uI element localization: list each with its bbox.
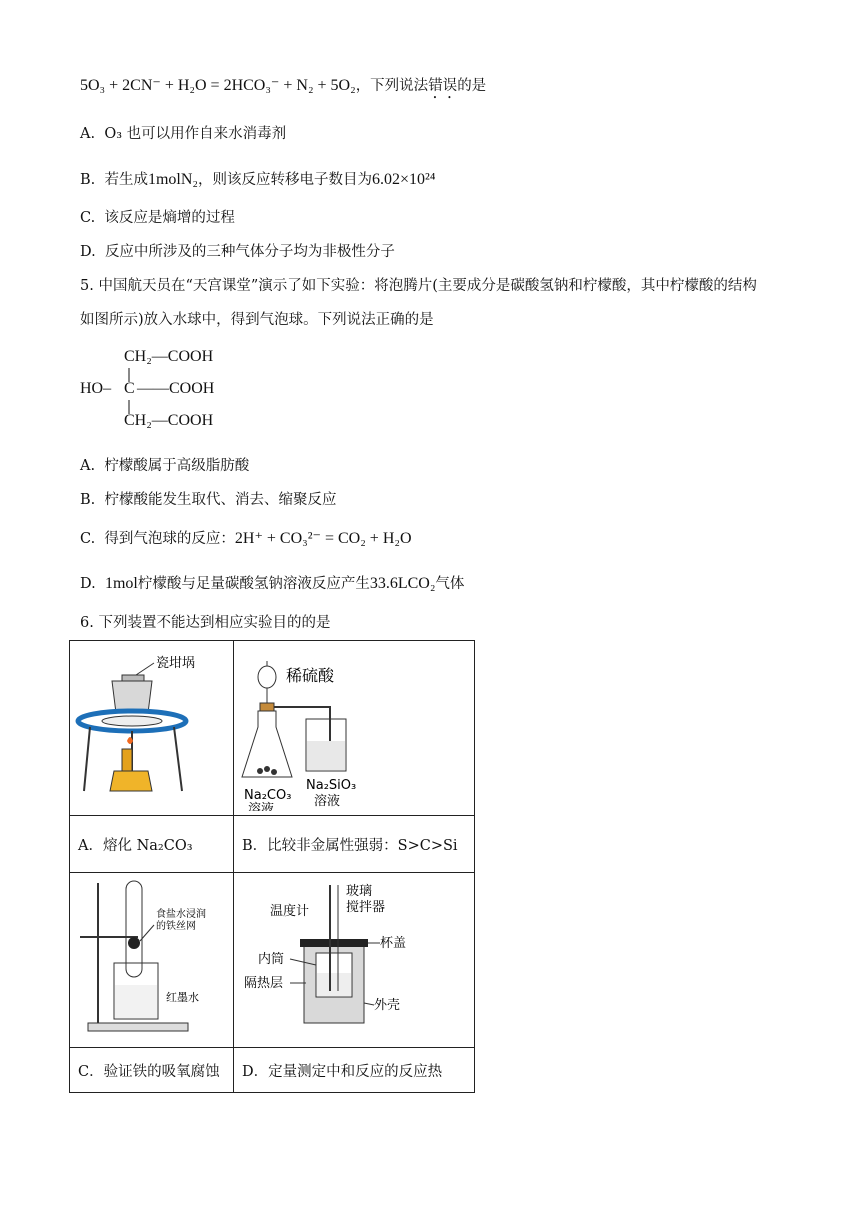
question-stem: 中国航天员在“天宫课堂”演示了如下实验：将泡腾片(主要成分是碳酸氢钠和柠檬酸，其中柠檬酸的结构 xyxy=(98,278,757,294)
experiment-table xyxy=(69,640,475,1093)
structure-middle-left: HO– xyxy=(80,380,112,397)
option-amount: 1mol xyxy=(104,575,138,592)
option-formula: 1molN₂ xyxy=(147,171,199,188)
option-text: ，则该反应转移电子数目为 xyxy=(198,172,373,188)
crucible-heating-diagram xyxy=(70,641,233,811)
question-number: 5. xyxy=(80,278,94,294)
question-stem: 如图所示)放入水球中，得到气泡球。下列说法正确的是 xyxy=(80,312,434,328)
option-text: 柠檬酸与足量碳酸氢钠溶液反应产生 xyxy=(137,576,370,592)
cell-c-image xyxy=(70,873,234,1048)
insulation-label: 隔热层 xyxy=(244,976,284,991)
q5-stem-line2 xyxy=(80,310,434,330)
crucible-label: 瓷坩埚 xyxy=(156,656,196,671)
option-text: 反应中所涉及的三种气体分子均为非极性分子 xyxy=(104,244,395,260)
shell-label: 外壳 xyxy=(374,998,401,1013)
mesh-label-2: 的铁丝网 xyxy=(156,921,196,932)
q4-stem-emph: 错误 xyxy=(428,78,458,94)
structure-bonds xyxy=(124,364,144,434)
option-text: 柠檬酸属于高级脂肪酸 xyxy=(104,458,250,474)
caption-d: D．定量测定中和反应的反应热 xyxy=(242,1063,443,1080)
stirrer-label-1: 玻璃 xyxy=(346,884,373,899)
option-text: O₃ 也可以用作自来水消毒剂 xyxy=(104,126,287,142)
option-text: 气体 xyxy=(435,576,465,592)
q5-option-a[interactable] xyxy=(80,456,249,476)
beaker-solution-label-2: 溶液 xyxy=(314,794,341,809)
cell-b-image xyxy=(234,641,475,816)
option-label: C. xyxy=(80,210,96,226)
option-label: A. xyxy=(80,126,96,142)
q4-stem-suffix: 的是 xyxy=(457,78,487,94)
option-label: B. xyxy=(80,492,96,508)
option-text: 若生成 xyxy=(104,172,148,188)
q4-option-a[interactable] xyxy=(80,124,286,144)
q4-stem-prefix: ，下列说法 xyxy=(355,78,429,94)
option-formula: 33.6LCO₂ xyxy=(369,575,436,592)
flask-solution-label-2: 溶液 xyxy=(248,802,275,811)
option-text: 柠檬酸能发生取代、消去、缩聚反应 xyxy=(104,492,337,508)
stirrer-label-2: 搅拌器 xyxy=(346,900,386,915)
structure-top: CH₂—COOH xyxy=(124,348,214,365)
cell-b-caption xyxy=(234,816,475,873)
option-label: B. xyxy=(80,172,96,188)
inner-cup-label: 内筒 xyxy=(258,952,285,967)
mesh-label-1: 食盐水浸润 xyxy=(156,909,206,920)
q5-option-b[interactable] xyxy=(80,490,336,510)
option-label: A. xyxy=(80,458,96,474)
q5-option-d[interactable] xyxy=(80,574,464,594)
cell-a-image xyxy=(70,641,234,816)
option-formula: 2H⁺ + CO₃²⁻ = CO₂ + H₂O xyxy=(234,530,412,547)
acid-comparison-diagram xyxy=(234,641,474,811)
cell-d-caption xyxy=(234,1048,475,1093)
caption-a: A．熔化 Na₂CO₃ xyxy=(78,837,193,854)
q4-stem xyxy=(80,76,486,102)
structure-center: C xyxy=(124,380,135,397)
option-value: 6.02×10²⁴ xyxy=(372,171,436,188)
caption-b: B．比较非金属性强弱：S>C>Si xyxy=(242,837,458,854)
q6-stem xyxy=(80,613,330,633)
cell-a-caption xyxy=(70,816,234,873)
acid-label: 稀硫酸 xyxy=(286,666,335,685)
q4-option-d[interactable] xyxy=(80,242,395,262)
q4-option-b[interactable] xyxy=(80,170,435,190)
q4-equation: 5O₃ + 2CN⁻ + H₂O = 2HCO₃⁻ + N₂ + 5O₂ xyxy=(80,77,356,94)
caption-c: C．验证铁的吸氧腐蚀 xyxy=(78,1063,220,1080)
option-label: D. xyxy=(80,576,96,592)
question-number: 6. xyxy=(80,615,94,631)
option-label: D. xyxy=(80,244,96,260)
option-text: 该反应是熵增的过程 xyxy=(104,210,235,226)
q4-option-c[interactable] xyxy=(80,208,235,228)
option-text: 得到气泡球的反应： xyxy=(104,531,235,547)
iron-corrosion-diagram xyxy=(70,873,233,1043)
flask-solution-label: Na₂CO₃ xyxy=(244,788,292,803)
thermometer-label: 温度计 xyxy=(270,904,310,919)
calorimeter-diagram xyxy=(234,873,474,1043)
cell-c-caption xyxy=(70,1048,234,1093)
beaker-solution-label: Na₂SiO₃ xyxy=(306,778,357,793)
question-stem: 下列装置不能达到相应实验目的的是 xyxy=(98,615,331,631)
lid-label: 杯盖 xyxy=(380,936,407,951)
ink-label: 红墨水 xyxy=(166,991,199,1004)
structure-bottom: CH₂—COOH xyxy=(124,412,214,429)
q5-option-c[interactable] xyxy=(80,529,412,549)
option-label: C. xyxy=(80,531,96,547)
q5-stem-line1 xyxy=(80,276,757,296)
cell-d-image xyxy=(234,873,475,1048)
structure-middle-right: ——COOH xyxy=(137,380,215,397)
